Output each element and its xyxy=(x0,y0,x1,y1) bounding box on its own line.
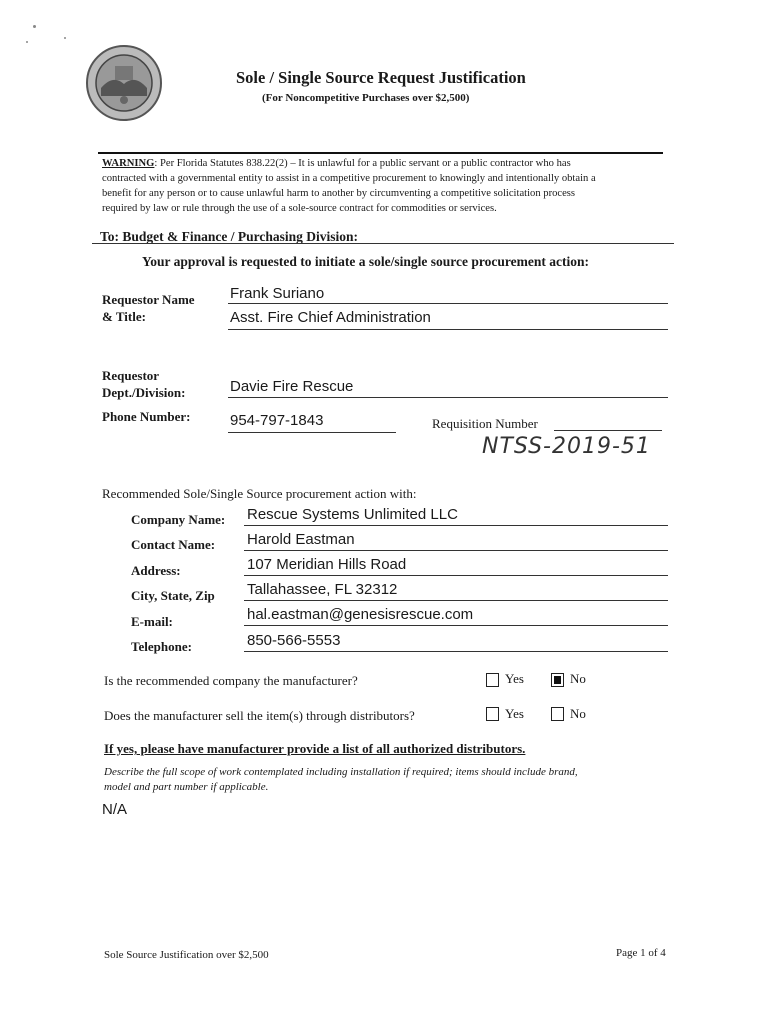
scan-speck xyxy=(64,37,66,39)
warning-line: required by law or rule through the use of a sole-source contract for commodities or services. xyxy=(102,203,497,214)
contact-name-field[interactable]: Harold Eastman xyxy=(247,531,355,548)
approval-text: Your approval is requested to initiate a sole/single source procurement action: xyxy=(142,254,589,269)
requestor-name-field[interactable]: Frank Suriano xyxy=(230,285,325,302)
phone-field[interactable]: 954-797-1843 xyxy=(230,412,324,429)
document-title: Sole / Single Source Request Justification xyxy=(236,68,526,87)
label-line: Requestor xyxy=(102,368,160,383)
warning-line: : Per Florida Statutes 838.22(2) – It is unlawful for a public servant or a public contractor who has xyxy=(154,158,571,169)
field-underline xyxy=(228,329,668,330)
yes-label: Yes xyxy=(505,671,524,686)
no-label: No xyxy=(570,671,586,686)
scope-instructions xyxy=(104,765,578,795)
label-line: Dept./Division: xyxy=(102,385,186,400)
field-underline xyxy=(228,432,396,433)
contact-name-label: Contact Name: xyxy=(131,537,216,552)
scope-instructions-line: model and part number if applicable. xyxy=(104,781,269,793)
recommended-text: Recommended Sole/Single Source procurement action with: xyxy=(102,486,417,501)
manufacturer-yes-checkbox[interactable] xyxy=(486,673,499,687)
no-label: No xyxy=(570,706,586,721)
town-seal-logo xyxy=(85,44,163,122)
city-state-zip-field[interactable]: Tallahassee, FL 32312 xyxy=(247,581,398,598)
field-underline xyxy=(244,550,668,551)
address-label: Address: xyxy=(131,563,181,578)
scan-speck xyxy=(33,25,36,28)
warning-text xyxy=(102,156,672,216)
telephone-field[interactable]: 850-566-5553 xyxy=(247,632,341,649)
field-underline xyxy=(554,430,662,431)
field-underline xyxy=(244,651,668,652)
page-number: Page 1 of 4 xyxy=(616,947,666,959)
yes-label: Yes xyxy=(505,706,524,721)
warning-rule xyxy=(98,152,663,154)
manufacturer-question: Is the recommended company the manufacturer? xyxy=(104,673,358,688)
requestor-name-label xyxy=(102,291,195,325)
document-subtitle: (For Noncompetitive Purchases over $2,500) xyxy=(262,92,470,104)
label-line: & Title: xyxy=(102,309,146,324)
company-name-label: Company Name: xyxy=(131,512,226,527)
warning-line: contracted with a governmental entity to assist in a competitive procurement to knowingly and intentionally obtain a xyxy=(102,173,596,184)
warning-label: WARNING xyxy=(102,158,155,169)
scope-instructions-line: Describe the full scope of work contemplated including installation if required; items should include brand, xyxy=(104,766,578,778)
field-underline xyxy=(244,575,668,576)
distributors-note: If yes, please have manufacturer provide a list of all authorized distributors. xyxy=(104,741,526,756)
field-underline xyxy=(244,600,668,601)
email-label: E-mail: xyxy=(131,614,173,629)
email-field[interactable]: hal.eastman@genesisrescue.com xyxy=(247,606,474,623)
field-underline xyxy=(244,525,668,526)
label-line: Requestor Name xyxy=(102,292,195,307)
field-underline xyxy=(228,397,668,398)
scan-speck xyxy=(26,41,28,43)
field-underline xyxy=(244,625,668,626)
distributors-no-checkbox[interactable] xyxy=(551,707,564,721)
to-rule xyxy=(92,243,674,244)
manufacturer-no-checkbox[interactable] xyxy=(551,673,564,687)
requisition-number-handwritten[interactable]: NTSS-2019-51 xyxy=(482,434,651,459)
footer-left: Sole Source Justification over $2,500 xyxy=(104,949,269,961)
company-name-field[interactable]: Rescue Systems Unlimited LLC xyxy=(247,506,458,523)
to-line: To: Budget & Finance / Purchasing Division: xyxy=(100,229,359,244)
requisition-label: Requisition Number xyxy=(432,416,538,431)
requestor-dept-label xyxy=(102,367,185,401)
phone-label: Phone Number: xyxy=(102,409,191,424)
telephone-label: Telephone: xyxy=(131,639,192,654)
requestor-title-field[interactable]: Asst. Fire Chief Administration xyxy=(230,309,431,326)
scope-field[interactable]: N/A xyxy=(102,801,128,818)
warning-line: benefit for any person or to cause unlawful harm to another by circumventing a competitive solicitation process xyxy=(102,188,576,199)
distributors-question: Does the manufacturer sell the item(s) through distributors? xyxy=(104,708,415,723)
distributors-yes-checkbox[interactable] xyxy=(486,707,499,721)
address-field[interactable]: 107 Meridian Hills Road xyxy=(247,556,407,573)
requestor-dept-field[interactable]: Davie Fire Rescue xyxy=(230,378,354,395)
field-underline xyxy=(228,303,668,304)
city-state-zip-label: City, State, Zip xyxy=(131,588,215,603)
